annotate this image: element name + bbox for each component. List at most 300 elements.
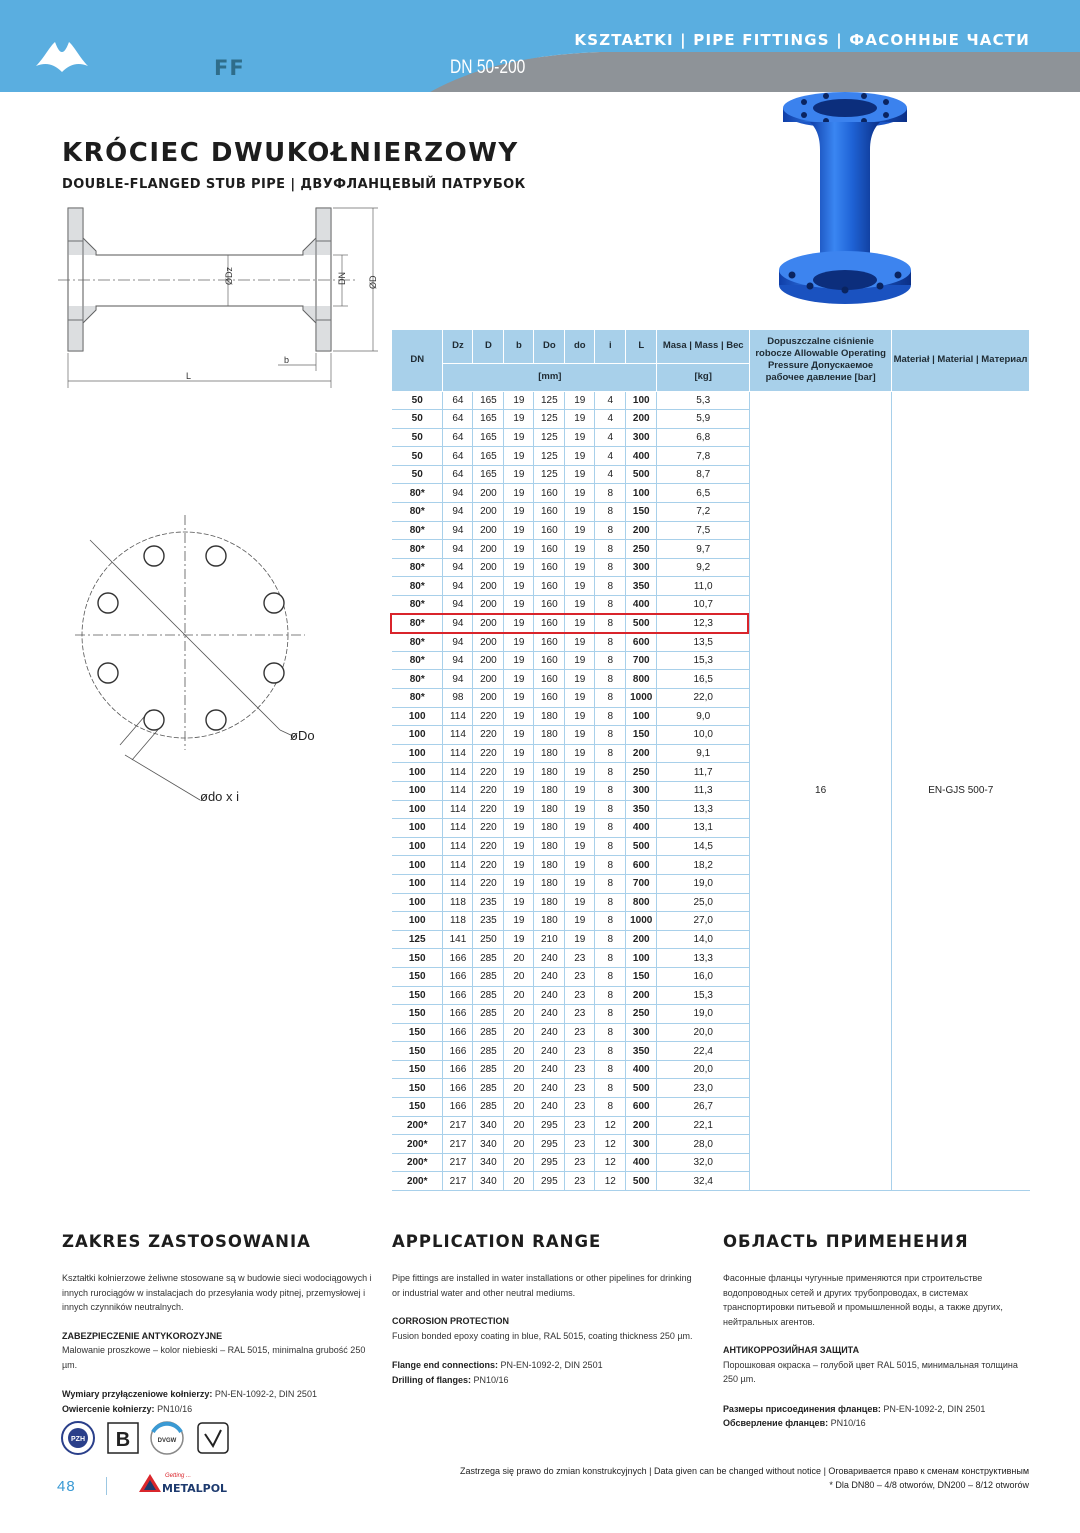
table-cell: 500 <box>626 465 657 484</box>
table-cell: 20 <box>504 949 534 968</box>
table-cell: 340 <box>473 1172 504 1191</box>
drilling-label: Обсверление фланцев: <box>723 1418 829 1428</box>
table-cell: 285 <box>473 1023 504 1042</box>
drilling-value: PN10/16 <box>473 1374 509 1385</box>
table-cell: 94 <box>443 633 473 652</box>
table-cell: 220 <box>473 744 504 763</box>
table-cell: 19 <box>504 503 534 522</box>
table-cell: 500 <box>626 1172 657 1191</box>
drilling-line <box>62 1402 372 1417</box>
page-separator <box>106 1477 107 1495</box>
table-cell: 165 <box>473 447 504 466</box>
table-cell: 220 <box>473 837 504 856</box>
table-cell: 340 <box>473 1135 504 1154</box>
certificates <box>60 1420 240 1460</box>
table-cell: 100 <box>392 763 443 782</box>
table-cell: 19 <box>504 391 534 410</box>
table-cell: 19 <box>504 428 534 447</box>
table-cell: 19 <box>504 484 534 503</box>
col-material: Materiał | Material | Материал <box>892 330 1030 391</box>
table-cell: 11,0 <box>657 577 750 596</box>
table-cell: 20,0 <box>657 1023 750 1042</box>
table-cell: 220 <box>473 763 504 782</box>
table-cell: 19 <box>504 410 534 429</box>
table-cell: 5,3 <box>657 391 750 410</box>
table-cell: 300 <box>626 781 657 800</box>
table-cell: 10,0 <box>657 726 750 745</box>
table-cell: 19 <box>565 726 595 745</box>
table-cell: 22,1 <box>657 1116 750 1135</box>
table-cell: 285 <box>473 1005 504 1024</box>
table-cell: 600 <box>626 856 657 875</box>
table-cell: 200* <box>392 1172 443 1191</box>
table-cell: 150 <box>392 1098 443 1117</box>
section-heading: APPLICATION RANGE <box>392 1232 602 1251</box>
table-cell: 8 <box>595 484 626 503</box>
table-cell: 125 <box>534 428 565 447</box>
table-cell: 114 <box>443 837 473 856</box>
table-cell: 400 <box>626 1060 657 1079</box>
drilling-line <box>392 1373 702 1388</box>
col-l: L <box>626 330 657 363</box>
table-cell: 180 <box>534 837 565 856</box>
page-number: 48 <box>57 1478 76 1495</box>
table-cell: 19 <box>565 558 595 577</box>
table-cell: 240 <box>534 967 565 986</box>
table-cell: 220 <box>473 726 504 745</box>
table-cell: 23 <box>565 1005 595 1024</box>
table-cell: 240 <box>534 1042 565 1061</box>
table-cell: 500 <box>626 1079 657 1098</box>
unit-mm: [mm] <box>443 363 657 391</box>
table-cell: 200 <box>473 521 504 540</box>
table-cell: 240 <box>534 1098 565 1117</box>
table-cell: 114 <box>443 781 473 800</box>
table-cell: 150 <box>392 986 443 1005</box>
table-cell: 19 <box>504 670 534 689</box>
table-cell: 8 <box>595 540 626 559</box>
table-cell: 150 <box>392 1023 443 1042</box>
table-cell: 19 <box>504 744 534 763</box>
table-cell: 100 <box>392 837 443 856</box>
dimensions-table <box>392 330 1030 1191</box>
table-cell: 141 <box>443 930 473 949</box>
table-cell: 19 <box>504 465 534 484</box>
table-cell: 9,1 <box>657 744 750 763</box>
protection-body: Malowanie proszkowe – kolor niebieski – RAL 5015, minimalna grubość 250 µm. <box>62 1345 366 1370</box>
table-cell: 12 <box>595 1116 626 1135</box>
table-cell: 19 <box>565 856 595 875</box>
category-nav: KSZTAŁTKI | PIPE FITTINGS | ФАСОННЫЕ ЧАСТИ <box>574 31 1030 49</box>
table-cell: 19 <box>504 558 534 577</box>
pressure-value: 16 <box>750 391 892 1191</box>
table-cell: 285 <box>473 986 504 1005</box>
table-cell: 165 <box>473 465 504 484</box>
table-cell: 160 <box>534 614 565 633</box>
table-cell: 300 <box>626 1135 657 1154</box>
table-cell: 19 <box>504 856 534 875</box>
product-code: FF <box>214 56 245 80</box>
table-cell: 8 <box>595 1005 626 1024</box>
table-cell: 20 <box>504 1098 534 1117</box>
table-cell: 300 <box>626 1023 657 1042</box>
table-cell: 220 <box>473 707 504 726</box>
table-cell: 9,0 <box>657 707 750 726</box>
table-cell: 19 <box>565 596 595 615</box>
table-cell: 114 <box>443 819 473 838</box>
table-cell: 13,3 <box>657 949 750 968</box>
table-cell: 8 <box>595 912 626 931</box>
table-cell: 16,5 <box>657 670 750 689</box>
table-cell: 166 <box>443 967 473 986</box>
protection-heading: АНТИКОРРОЗИЙНАЯ ЗАЩИТА <box>723 1345 860 1355</box>
table-cell: 200 <box>626 410 657 429</box>
material-value: EN-GJS 500-7 <box>892 391 1030 1191</box>
table-cell: 19 <box>504 837 534 856</box>
dvgw-cert-icon <box>151 1422 183 1454</box>
table-cell: 100 <box>392 819 443 838</box>
table-cell: 64 <box>443 428 473 447</box>
col-d: D <box>473 330 504 363</box>
svg-text:DVGW: DVGW <box>157 1438 177 1444</box>
table-cell: 19 <box>504 781 534 800</box>
table-cell: 160 <box>534 540 565 559</box>
table-cell: 200 <box>473 558 504 577</box>
connection-value: PN-EN-1092-2, DIN 2501 <box>500 1360 603 1370</box>
table-cell: 100 <box>392 856 443 875</box>
dn-range: DN 50-200 <box>450 57 526 78</box>
table-cell: 150 <box>392 1079 443 1098</box>
table-cell: 100 <box>392 726 443 745</box>
table-cell: 160 <box>534 577 565 596</box>
table-cell: 340 <box>473 1116 504 1135</box>
table-cell: 64 <box>443 410 473 429</box>
table-cell: 180 <box>534 856 565 875</box>
table-cell: 6,5 <box>657 484 750 503</box>
table-cell: 8 <box>595 986 626 1005</box>
table-cell: 180 <box>534 763 565 782</box>
table-cell: 600 <box>626 633 657 652</box>
table-cell: 94 <box>443 670 473 689</box>
table-cell: 118 <box>443 893 473 912</box>
table-cell: 400 <box>626 596 657 615</box>
table-cell: 220 <box>473 800 504 819</box>
table-cell: 20 <box>504 1153 534 1172</box>
table-cell: 8,7 <box>657 465 750 484</box>
brand-name: METALPOL <box>162 1482 228 1495</box>
table-cell: 220 <box>473 856 504 875</box>
table-cell: 19 <box>565 800 595 819</box>
table-cell: 12 <box>595 1153 626 1172</box>
table-cell: 150 <box>392 1042 443 1061</box>
table-cell: 8 <box>595 819 626 838</box>
table-cell: 80* <box>392 540 443 559</box>
table-cell: 285 <box>473 1042 504 1061</box>
table-cell: 200 <box>626 521 657 540</box>
table-cell: 235 <box>473 912 504 931</box>
table-cell: 210 <box>534 930 565 949</box>
table-cell: 160 <box>534 558 565 577</box>
table-cell: 100 <box>626 484 657 503</box>
table-cell: 19,0 <box>657 1005 750 1024</box>
table-cell: 20 <box>504 1172 534 1191</box>
table-cell: 700 <box>626 651 657 670</box>
table-cell: 7,2 <box>657 503 750 522</box>
table-cell: 23 <box>565 1023 595 1042</box>
table-cell: 23 <box>565 1172 595 1191</box>
table-cell: 94 <box>443 484 473 503</box>
table-cell: 166 <box>443 1079 473 1098</box>
section-ru <box>723 1232 1033 1431</box>
table-cell: 250 <box>626 763 657 782</box>
table-cell: 160 <box>534 689 565 708</box>
table-cell: 295 <box>534 1153 565 1172</box>
table-cell: 180 <box>534 912 565 931</box>
table-cell: 8 <box>595 503 626 522</box>
table-cell: 100 <box>626 949 657 968</box>
table-cell: 295 <box>534 1116 565 1135</box>
table-cell: 700 <box>626 874 657 893</box>
table-cell: 25,0 <box>657 893 750 912</box>
table-cell: 94 <box>443 577 473 596</box>
label-l: L <box>186 371 192 381</box>
table-cell: 285 <box>473 1060 504 1079</box>
table-cell: 80* <box>392 614 443 633</box>
table-cell: 100 <box>392 893 443 912</box>
table-cell: 19 <box>504 540 534 559</box>
label-dn: DN <box>337 272 347 285</box>
table-cell: 8 <box>595 1098 626 1117</box>
table-cell: 8 <box>595 800 626 819</box>
connection-label: Размеры присоединения фланцев: <box>723 1403 881 1414</box>
table-cell: 8 <box>595 744 626 763</box>
table-cell: 150 <box>626 726 657 745</box>
table-cell: 200* <box>392 1153 443 1172</box>
drilling-label: Owiercenie kołnierzy: <box>62 1403 155 1414</box>
table-cell: 9,7 <box>657 540 750 559</box>
page-title: KRÓCIEC DWUKOŁNIERZOWY <box>62 138 519 168</box>
table-cell: 23 <box>565 1042 595 1061</box>
protection-heading: CORROSION PROTECTION <box>392 1316 510 1326</box>
table-cell: 200 <box>473 596 504 615</box>
table-cell: 94 <box>443 614 473 633</box>
table-cell: 400 <box>626 1153 657 1172</box>
table-cell: 19 <box>504 893 534 912</box>
table-cell: 64 <box>443 447 473 466</box>
table-cell: 180 <box>534 744 565 763</box>
table-cell: 8 <box>595 967 626 986</box>
table-cell: 200 <box>626 1116 657 1135</box>
table-cell: 23 <box>565 1098 595 1117</box>
table-cell: 240 <box>534 1023 565 1042</box>
table-cell: 100 <box>392 912 443 931</box>
table-cell: 8 <box>595 633 626 652</box>
drilling-line <box>723 1416 1033 1431</box>
table-cell: 180 <box>534 874 565 893</box>
table-cell: 22,0 <box>657 689 750 708</box>
protection-body: Fusion bonded epoxy coating in blue, RAL 5015, coating thickness 250 µm. <box>392 1330 693 1341</box>
table-cell: 800 <box>626 893 657 912</box>
table-cell: 8 <box>595 1023 626 1042</box>
table-cell: 114 <box>443 856 473 875</box>
table-cell: 80* <box>392 577 443 596</box>
table-cell: 19 <box>565 633 595 652</box>
table-cell: 200 <box>473 503 504 522</box>
table-cell: 100 <box>392 800 443 819</box>
table-cell: 23 <box>565 1116 595 1135</box>
table-cell: 8 <box>595 596 626 615</box>
table-cell: 400 <box>626 819 657 838</box>
table-cell: 50 <box>392 410 443 429</box>
table-cell: 22,4 <box>657 1042 750 1061</box>
table-cell: 19 <box>565 410 595 429</box>
table-cell: 19 <box>504 447 534 466</box>
table-cell: 5,9 <box>657 410 750 429</box>
table-cell: 98 <box>443 689 473 708</box>
table-cell: 200 <box>473 633 504 652</box>
table-cell: 19 <box>504 577 534 596</box>
table-cell: 32,4 <box>657 1172 750 1191</box>
table-cell: 6,8 <box>657 428 750 447</box>
table-cell: 19 <box>504 726 534 745</box>
connection-label: Flange end connections: <box>392 1360 499 1370</box>
table-cell: 166 <box>443 1042 473 1061</box>
table-cell: 12 <box>595 1135 626 1154</box>
col-mass: Masa | Mass | Вес <box>657 330 750 363</box>
connection-line <box>392 1358 702 1373</box>
highlight-box <box>390 613 749 634</box>
table-cell: 240 <box>534 949 565 968</box>
table-cell: 500 <box>626 837 657 856</box>
table-cell: 200 <box>626 986 657 1005</box>
table-cell: 18,2 <box>657 856 750 875</box>
table-cell: 23 <box>565 1060 595 1079</box>
table-cell: 180 <box>534 893 565 912</box>
table-cell: 12,3 <box>657 614 750 633</box>
table-cell: 125 <box>392 930 443 949</box>
table-cell: 125 <box>534 465 565 484</box>
table-cell: 285 <box>473 949 504 968</box>
table-cell: 118 <box>443 912 473 931</box>
table-cell: 94 <box>443 596 473 615</box>
table-cell: 14,5 <box>657 837 750 856</box>
table-cell: 217 <box>443 1135 473 1154</box>
table-cell: 50 <box>392 465 443 484</box>
table-cell: 600 <box>626 1098 657 1117</box>
table-cell: 19 <box>565 874 595 893</box>
table-cell: 19 <box>565 540 595 559</box>
table-cell: 165 <box>473 428 504 447</box>
table-cell: 19 <box>565 391 595 410</box>
table-cell: 19 <box>504 689 534 708</box>
table-cell: 20 <box>504 1079 534 1098</box>
table-cell: 100 <box>392 707 443 726</box>
table-cell: 94 <box>443 540 473 559</box>
table-cell: 295 <box>534 1172 565 1191</box>
table-cell: 166 <box>443 1098 473 1117</box>
table-cell: 8 <box>595 1060 626 1079</box>
table-cell: 20 <box>504 1023 534 1042</box>
table-cell: 240 <box>534 1060 565 1079</box>
table-cell: 200 <box>473 651 504 670</box>
table-cell: 20 <box>504 1135 534 1154</box>
connection-value: PN-EN-1092-2, DIN 2501 <box>883 1403 986 1414</box>
table-cell: 23 <box>565 1135 595 1154</box>
table-cell: 350 <box>626 800 657 819</box>
table-cell: 200 <box>473 577 504 596</box>
table-cell: 7,5 <box>657 521 750 540</box>
table-cell: 15,3 <box>657 986 750 1005</box>
table-cell: 150 <box>392 1060 443 1079</box>
table-cell: 250 <box>626 540 657 559</box>
table-cell: 16,0 <box>657 967 750 986</box>
table-body <box>392 391 1030 1191</box>
table-cell: 800 <box>626 670 657 689</box>
table-cell: 8 <box>595 930 626 949</box>
table-cell: 23 <box>565 949 595 968</box>
connection-line <box>723 1402 1033 1417</box>
table-cell: 150 <box>392 949 443 968</box>
table-cell: 114 <box>443 874 473 893</box>
table-cell: 400 <box>626 447 657 466</box>
table-cell: 100 <box>626 391 657 410</box>
table-cell: 166 <box>443 1023 473 1042</box>
table-cell: 350 <box>626 577 657 596</box>
table-cell: 23 <box>565 986 595 1005</box>
table-cell: 235 <box>473 893 504 912</box>
table-cell: 19 <box>565 819 595 838</box>
drilling-value: PN10/16 <box>157 1403 193 1414</box>
table-cell: 166 <box>443 1060 473 1079</box>
connection-line <box>62 1387 372 1402</box>
table-cell: 220 <box>473 874 504 893</box>
table-cell: 19 <box>504 651 534 670</box>
table-cell: 114 <box>443 726 473 745</box>
table-cell: 19 <box>565 912 595 931</box>
table-cell: 200 <box>473 670 504 689</box>
table-cell: 160 <box>534 651 565 670</box>
col-pressure: Dopuszczalne ciśnienie robocze Allowable Operating Pressure Допускаемое рабочее давление [bar] <box>750 330 892 391</box>
table-cell: 165 <box>473 391 504 410</box>
brand-tagline: Getting ... <box>165 1473 192 1479</box>
table-cell: 180 <box>534 781 565 800</box>
quality-cert-icon <box>198 1423 228 1453</box>
table-cell: 94 <box>443 503 473 522</box>
table-cell: 217 <box>443 1172 473 1191</box>
table-cell: 8 <box>595 1079 626 1098</box>
table-cell: 19 <box>565 837 595 856</box>
table-cell: 19 <box>504 707 534 726</box>
table-cell: 19 <box>504 874 534 893</box>
table-cell: 19 <box>565 614 595 633</box>
table-cell: 20 <box>504 1116 534 1135</box>
svg-text:PZH: PZH <box>71 1436 85 1443</box>
table-cell: 200 <box>473 614 504 633</box>
table-cell: 4 <box>595 465 626 484</box>
table-cell: 19 <box>565 670 595 689</box>
table-cell: 500 <box>626 614 657 633</box>
table-cell: 80* <box>392 651 443 670</box>
table-cell: 20 <box>504 1005 534 1024</box>
table-cell: 7,8 <box>657 447 750 466</box>
table-cell: 300 <box>626 558 657 577</box>
section-drawing <box>58 203 388 393</box>
table-cell: 19 <box>565 521 595 540</box>
table-cell: 250 <box>626 1005 657 1024</box>
section-heading: ОБЛАСТЬ ПРИМЕНЕНИЯ <box>723 1232 969 1251</box>
table-cell: 10,7 <box>657 596 750 615</box>
table-cell: 19 <box>504 596 534 615</box>
